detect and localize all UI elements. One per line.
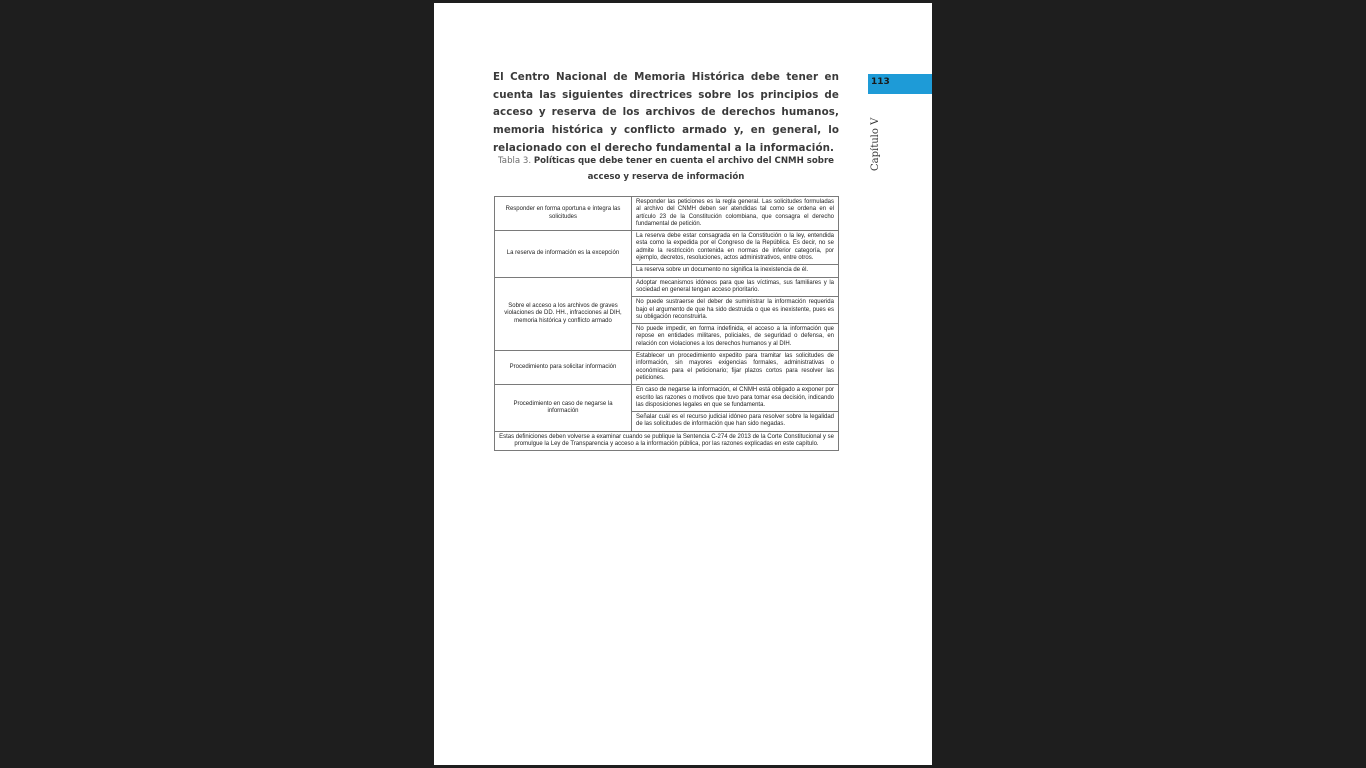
row-detail: La reserva debe estar consagrada en la Constitución o la ley, entendida esta como la expedida por el Congreso de la República. Es decir, no se admite la restricción contenida en normas de inferior categoría, por ejemplo, decretos, resoluciones, actos administrativos, entre otros. <box>632 231 839 265</box>
chapter-label: Capítulo V <box>870 117 881 171</box>
policies-table <box>494 196 839 451</box>
row-detail: Responder las peticiones es la regla general. Las solicitudes formuladas al archivo del CNMH deben ser atendidas tal como se ordena en el artículo 23 de la Constitución colombiana, que consagra el derecho fundamental de petición. <box>632 197 839 231</box>
table-row <box>495 351 839 385</box>
row-topic: Procedimiento para solicitar información <box>495 351 632 385</box>
row-topic: Responder en forma oportuna e íntegra las solicitudes <box>495 197 632 231</box>
table-row <box>495 277 839 297</box>
table-row <box>495 197 839 231</box>
row-topic: Procedimiento en caso de negarse la información <box>495 385 632 431</box>
row-detail: Adoptar mecanismos idóneos para que las víctimas, sus familiares y la sociedad en general tengan acceso prioritario. <box>632 277 839 297</box>
page-number-tab <box>868 74 932 94</box>
row-detail: Señalar cuál es el recurso judicial idóneo para resolver sobre la legalidad de las solicitudes de información que han sido negadas. <box>632 412 839 432</box>
row-detail: En caso de negarse la información, el CNMH está obligado a exponer por escrito las razones o motivos que tuvo para tomar esa decisión, indicando las disposiciones legales en que se fundamenta. <box>632 385 839 412</box>
document-page <box>434 3 932 765</box>
row-detail: Establecer un procedimiento expedito para tramitar las solicitudes de información, sin mayores exigencias formales, administrativas o económicas para el peticionario; fijar plazos cortos para resolver las peticiones. <box>632 351 839 385</box>
row-detail: La reserva sobre un documento no significa la inexistencia de él. <box>632 265 839 277</box>
row-topic: La reserva de información es la excepción <box>495 231 632 277</box>
table-caption-text: Políticas que debe tener en cuenta el archivo del CNMH sobre acceso y reserva de información <box>533 156 835 182</box>
table-row <box>495 385 839 412</box>
intro-paragraph: El Centro Nacional de Memoria Histórica debe tener en cuenta las siguientes directrices sobre los principios de acceso y reserva de los archivos de derechos humanos, memoria histórica y conflicto armado y, en general, lo relacionado con el derecho fundamental a la información. <box>493 71 839 154</box>
table-caption <box>493 153 839 185</box>
table-caption-label: Tabla 3. <box>497 156 532 166</box>
table-footnote-row <box>495 431 839 451</box>
row-topic: Sobre el acceso a los archivos de graves violaciones de DD. HH., infracciones al DIH, memoria histórica y conflicto armado <box>495 277 632 350</box>
page-number: 113 <box>871 77 890 87</box>
table-row <box>495 231 839 265</box>
row-detail: No puede impedir, en forma indefinida, el acceso a la información que repose en entidades militares, policiales, de seguridad o defensa, en relación con violaciones a los derechos humanos y al DIH. <box>632 324 839 351</box>
row-detail: No puede sustraerse del deber de suministrar la información requerida bajo el argumento de que ha sido destruida o que es inexistente, pues es su obligación reconstruirla. <box>632 297 839 324</box>
table-footnote: Estas definiciones deben volverse a examinar cuando se publique la Sentencia C-274 de 2013 de la Corte Constitucional y se promulgue la Ley de Transparencia y acceso a la información pública, por las razones explicadas en este capítulo. <box>495 431 839 451</box>
